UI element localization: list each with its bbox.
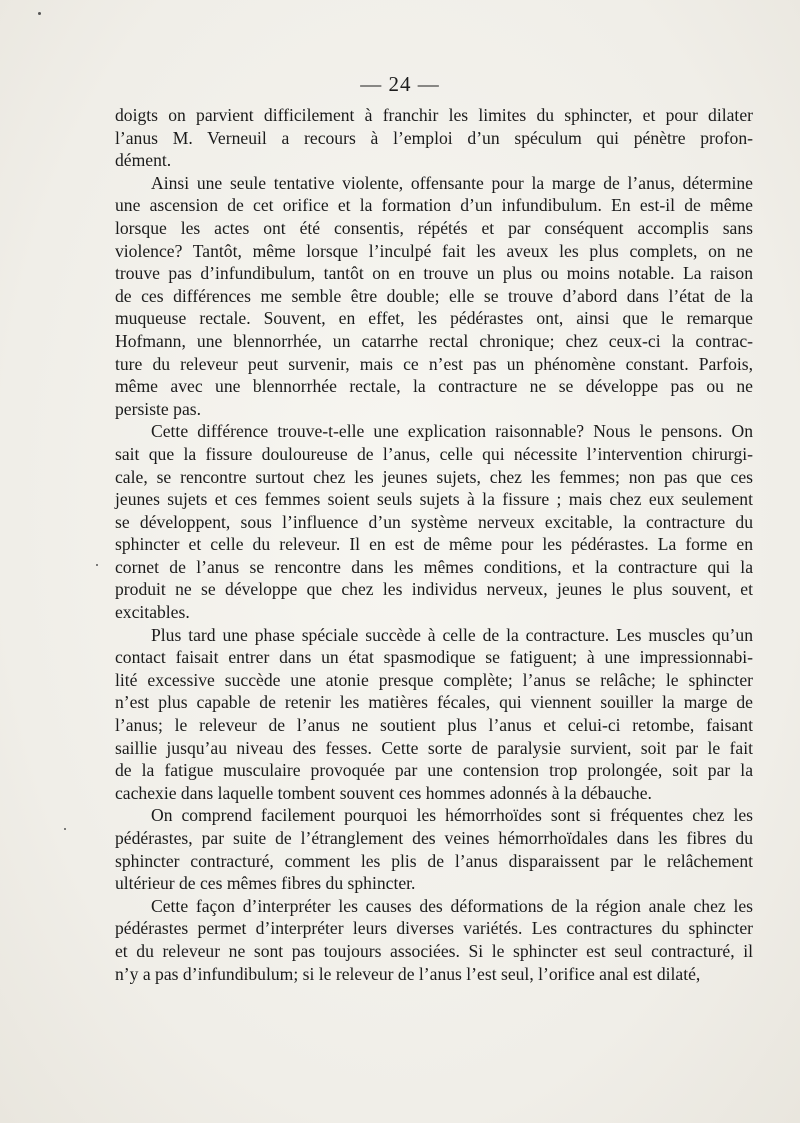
text-line: pédérastes, par suite de l’étranglement des veines hémorrhoïdales dans les fibres du <box>115 828 753 848</box>
paragraph <box>115 895 753 985</box>
page-number: — 24 — <box>360 72 440 96</box>
text-line: Plus tard une phase spéciale succède à celle de la contracture. Les muscles qu’un <box>151 624 753 645</box>
text-line: de la fatigue musculaire provoquée par une contension trop prolongée, soit par la <box>115 760 753 781</box>
text-line: lorsque les actes ont été consentis, répétés et par conséquent accomplis sans <box>115 217 753 238</box>
text-line: pédérastes permet d’interpréter leurs diverses variétés. Les contractures du sphincter <box>115 918 753 939</box>
text-line: cornet de l’anus se rencontre dans les mêmes conditions, et la contracture qui la <box>115 556 753 577</box>
text-line: Hofmann, une blennorrhée, un catarrhe rectal chronique; chez ceux-ci la contrac- <box>115 330 753 351</box>
text-line: contact faisait entrer dans un état spasmodique se fatiguent; à une impressionnabi- <box>115 647 753 668</box>
text-line: cale, se rencontre surtout chez les jeunes sujets, chez les femmes; non pas que ces <box>115 466 753 487</box>
text-line: sait que la fissure douloureuse de l’anus, celle qui nécessite l’intervention chirurgi- <box>115 443 753 464</box>
text-line: Cette façon d’interpréter les causes des déformations de la région anale chez les <box>151 895 753 916</box>
text-line: saillie jusqu’au niveau des fesses. Cette sorte de paralysie survient, soit par le fait <box>115 737 753 758</box>
text-line: trouve pas d’infundibulum, tantôt on en trouve un plus ou moins notable. La raison <box>115 263 753 284</box>
text-line: persiste pas. <box>115 398 201 419</box>
text-line: n’est plus capable de retenir les matières fécales, qui viennent souiller la marge de <box>115 692 753 713</box>
paragraph <box>115 804 753 894</box>
text-line: produit ne se développe que chez les individus nerveux, jeunes le plus souvent, et <box>115 579 753 600</box>
paragraph <box>115 420 753 623</box>
text-line: une ascension de cet orifice et la formation d’un infundibulum. En est-il de même <box>115 195 753 216</box>
text-line: cachexie dans laquelle tombent souvent ces hommes adonnés à la débauche. <box>115 782 652 803</box>
text-line: lité excessive succède une atonie presque complète; l’anus se relâche; le sphincter <box>115 669 753 690</box>
paragraph <box>115 104 753 172</box>
text-line: On comprend facilement pourquoi les hémorrhoïdes sont si fréquentes chez les <box>151 805 753 826</box>
text-line: excitables. <box>115 602 190 623</box>
text-line: violence? Tantôt, même lorsque l’inculpé fait les aveux les plus complets, on ne <box>115 240 753 261</box>
text-line: se développent, sous l’influence d’un système nerveux excitable, la contracture du <box>115 511 753 532</box>
text-line: ultérieur de ces mêmes fibres du sphincter. <box>115 873 416 894</box>
text-line: doigts on parvient difficilement à franchir les limites du sphincter, et pour dilater <box>115 105 753 125</box>
paper-speck <box>38 12 41 15</box>
text-line: jeunes sujets et ces femmes soient seuls sujets à la fissure ; mais chez eux seulement <box>115 489 753 510</box>
text-line: muqueuse rectale. Souvent, en effet, les pédérastes ont, ainsi que le remarque <box>115 308 753 329</box>
paper-speck <box>64 828 66 830</box>
text-line: l’anus; le releveur de l’anus ne soutient plus l’anus et celui-ci retombe, faisant <box>115 715 753 736</box>
text-line: Cette différence trouve-t-elle une explication raisonnable? Nous le pensons. On <box>151 421 753 442</box>
text-line: dément. <box>115 150 172 171</box>
text-line: même avec une blennorrhée rectale, la contracture ne se développe pas ou ne <box>115 376 753 397</box>
text-line: sphincter et celle du releveur. Il en est de même pour les pédérastes. La forme en <box>115 534 753 555</box>
paragraph <box>115 172 753 421</box>
text-line: Ainsi une seule tentative violente, offensante pour la marge de l’anus, détermine <box>151 172 753 193</box>
body-text <box>115 104 753 985</box>
paper-speck <box>96 564 98 566</box>
text-line: ture du releveur peut survenir, mais ce n’est pas un phénomène constant. Parfois, <box>115 353 753 374</box>
text-line: et du releveur ne sont pas toujours associées. Si le sphincter est seul contracturé, il <box>115 940 753 961</box>
text-line: de ces différences me semble être double; elle se trouve d’abord dans l’état de la <box>115 285 753 306</box>
text-line: sphincter contracturé, comment les plis de l’anus disparaissent par le relâchement <box>115 850 753 871</box>
paragraph <box>115 624 753 805</box>
text-line: n’y a pas d’infundibulum; si le releveur de l’anus l’est seul, l’orifice anal est dilaté, <box>115 963 701 984</box>
text-line: l’anus M. Verneuil a recours à l’emploi d’un spéculum qui pénètre profon- <box>115 127 753 148</box>
